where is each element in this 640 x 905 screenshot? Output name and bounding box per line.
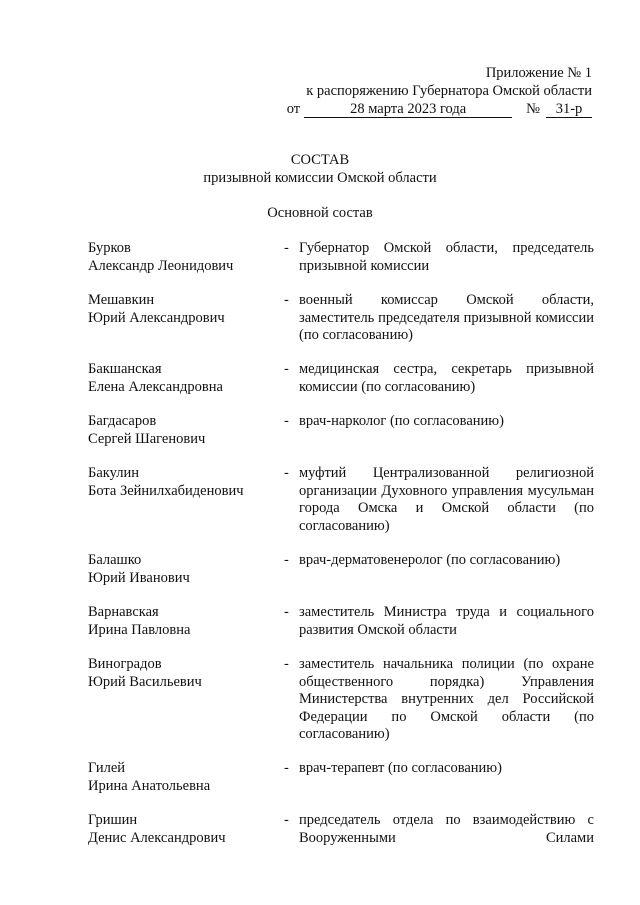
member-name <box>88 240 278 275</box>
member-dash: - <box>284 361 289 377</box>
order-reference: к распоряжению Губернатора Омской области <box>306 83 592 99</box>
member-surname: Виноградов <box>88 656 162 672</box>
section-heading: Основной состав <box>267 205 373 221</box>
member-role: Губернатор Омской области, председатель призывной комиссии <box>299 240 594 274</box>
member-surname: Бакулин <box>88 465 139 481</box>
member-surname: Гилей <box>88 760 126 776</box>
member-dash: - <box>284 604 289 620</box>
member-role: врач-терапевт (по согласованию) <box>299 760 502 776</box>
member-surname: Бакшанская <box>88 361 162 377</box>
member-dash: - <box>284 760 289 776</box>
member-role: военный комиссар Омской области, заместитель председателя призывной комиссии (по согласованию) <box>299 292 594 343</box>
member-surname: Балашко <box>88 552 142 568</box>
member-name <box>88 760 278 795</box>
member-surname: Багдасаров <box>88 413 157 429</box>
order-date: 28 марта 2023 года <box>304 101 512 118</box>
member-name <box>88 552 278 587</box>
from-label: от <box>286 101 301 117</box>
member-given-name: Юрий Александрович <box>88 309 225 326</box>
member-dash: - <box>284 465 289 481</box>
appendix-header <box>287 64 592 118</box>
member-surname: Гришин <box>88 812 138 828</box>
member-given-name: Елена Александровна <box>88 378 223 395</box>
number-label: № <box>526 101 540 117</box>
member-name <box>88 656 278 691</box>
document-title: СОСТАВ <box>290 152 350 168</box>
member-role: муфтий Централизованной религиозной организации Духовного управления мусульман города Омска и Омской области (по согласованию) <box>299 465 594 534</box>
member-dash: - <box>284 413 289 429</box>
member-given-name: Ирина Анатольевна <box>88 777 211 794</box>
member-role: врач-нарколог (по согласованию) <box>299 413 504 429</box>
member-role: председатель отдела по взаимодействию с Вооруженными Силами <box>299 812 594 846</box>
member-name <box>88 361 278 396</box>
member-name <box>88 812 278 847</box>
member-given-name: Юрий Васильевич <box>88 673 202 690</box>
order-date-number-line <box>287 100 592 118</box>
member-dash: - <box>284 656 289 672</box>
member-dash: - <box>284 292 289 308</box>
member-role: заместитель Министра труда и социального развития Омской области <box>299 604 594 638</box>
member-surname: Варнавская <box>88 604 159 620</box>
member-role: заместитель начальника полиции (по охране общественного порядка) Управления Министерства внутренних дел Российской Федерации по Омской области (по согласованию) <box>299 656 594 742</box>
member-dash: - <box>284 240 289 256</box>
member-role: врач-дерматовенеролог (по согласованию) <box>299 552 561 568</box>
member-given-name: Юрий Иванович <box>88 569 190 586</box>
document-subtitle: призывной комиссии Омской области <box>203 170 437 186</box>
member-name <box>88 465 278 500</box>
member-dash: - <box>284 552 289 568</box>
member-given-name: Сергей Шагенович <box>88 430 206 447</box>
member-surname: Бурков <box>88 240 131 256</box>
appendix-number: Приложение № 1 <box>485 65 592 81</box>
member-given-name: Бота Зейнилхабиденович <box>88 482 244 499</box>
member-given-name: Александр Леонидович <box>88 257 234 274</box>
member-name <box>88 604 278 639</box>
member-name <box>88 413 278 448</box>
member-role: медицинская сестра, секретарь призывной комиссии (по согласованию) <box>299 361 594 395</box>
member-name <box>88 292 278 327</box>
member-given-name: Ирина Павловна <box>88 621 191 638</box>
member-given-name: Денис Александрович <box>88 829 226 846</box>
member-dash: - <box>284 812 289 828</box>
member-surname: Мешавкин <box>88 292 155 308</box>
order-number: 31-р <box>546 101 592 118</box>
